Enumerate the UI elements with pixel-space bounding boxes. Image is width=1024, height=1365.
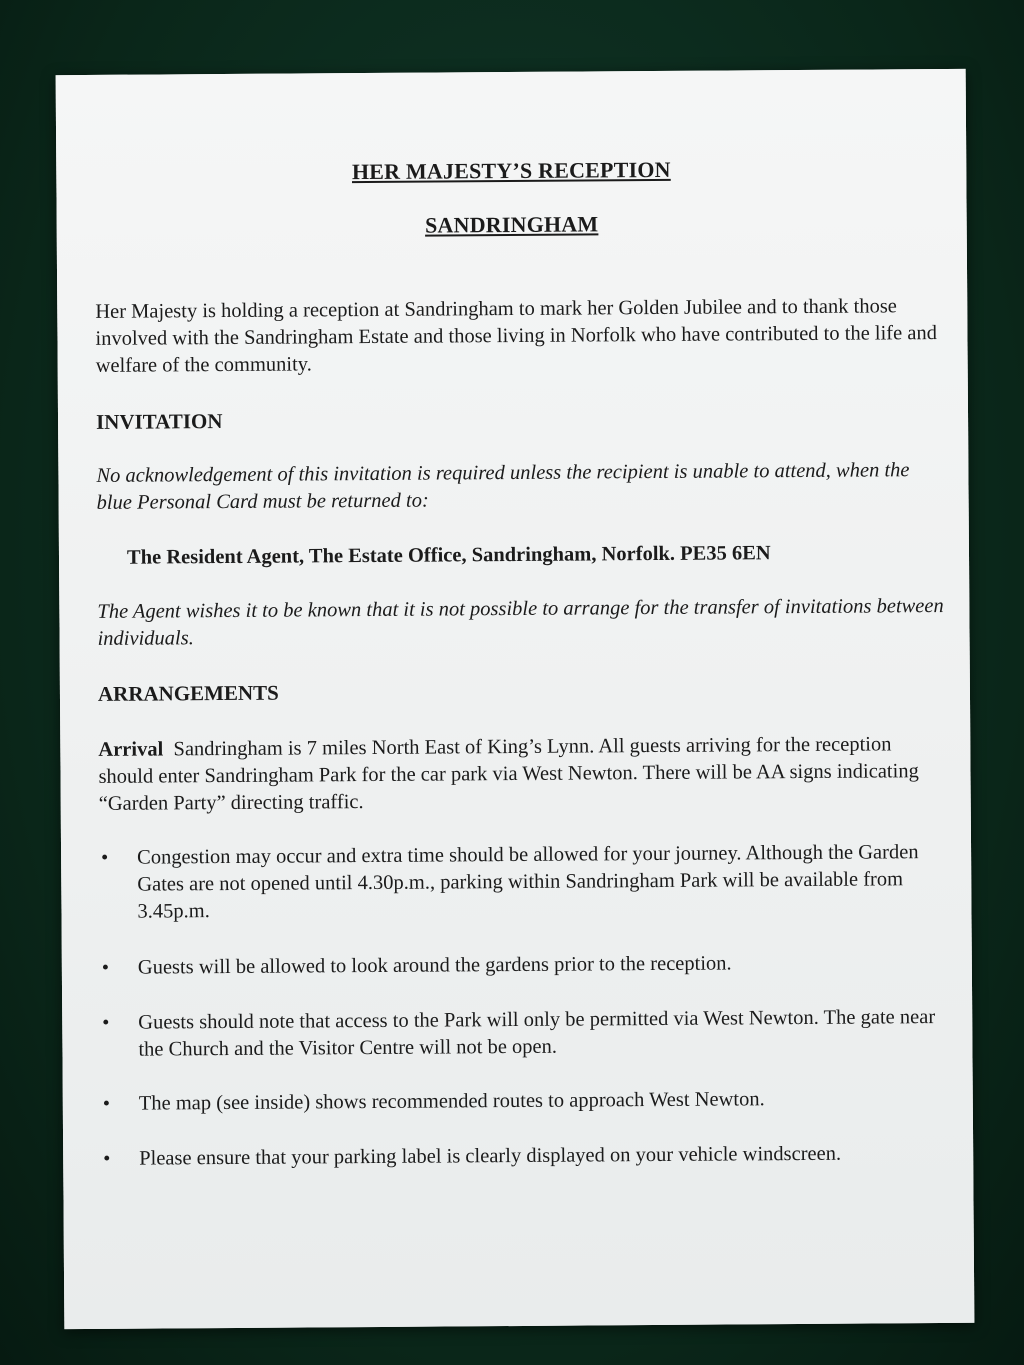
list-item [100, 1004, 950, 1061]
transfer-note: The Agent wishes it to be known that it is not possible to arrange for the transfer of invitations between individuals. [97, 595, 944, 650]
list-item-text: Congestion may occur and extra time should be allowed for your journey. Although the Garden Gates are not opened until 4.30p.m., parking within Sandringham Park will be available from 3.45p.m. [137, 841, 919, 923]
bullet-icon: • [102, 1092, 111, 1115]
list-item-text: The map (see inside) shows recommended routes to approach West Newton. [138, 1088, 765, 1115]
list-item-text: Please ensure that your parking label is clearly displayed on your vehicle windscreen. [139, 1142, 842, 1170]
invitation-note: No acknowledgement of this invitation is required unless the recipient is unable to attend, when the blue Personal Card must be returned to: [96, 459, 910, 514]
arrival-text: Sandringham is 7 miles North East of King’s Lynn. All guests arriving for the reception should enter Sandringham Park for the car park via West Newton. There will be AA signs indicating “Garden Party” directing traffic. [98, 733, 919, 815]
bullet-icon: • [101, 956, 110, 979]
invitation-heading: INVITATION [95, 409, 223, 434]
bullet-icon: • [103, 1147, 111, 1170]
list-item [101, 1085, 951, 1115]
arrival-paragraph [98, 731, 949, 818]
return-address: The Resident Agent, The Estate Office, Sandringham, Norfolk. PE35 6EN [126, 542, 771, 569]
document-title: HER MAJESTY’S RECEPTION [351, 156, 671, 185]
document-sheet [56, 69, 975, 1329]
list-item [100, 949, 950, 979]
arrival-label: Arrival [98, 738, 164, 761]
bullet-icon: • [102, 1011, 110, 1034]
document-content [94, 69, 944, 1170]
list-item [99, 839, 949, 923]
list-item-text: Guests should note that access to the Park will only be permitted via West Newton. The gate near the Church and the Visitor Centre will not be open. [138, 1006, 936, 1061]
list-item [101, 1140, 951, 1170]
intro-paragraph: Her Majesty is holding a reception at Sandringham to mark her Golden Jubilee and to thank those involved with the Sandringham Estate and those living in Norfolk who have contributed to the life and welfare of the community. [95, 295, 938, 377]
arrangements-heading: ARRANGEMENTS [97, 680, 279, 706]
document-subtitle: SANDRINGHAM [424, 211, 599, 238]
list-item-text: Guests will be allowed to look around the gardens prior to the reception. [137, 952, 732, 979]
bullet-icon: • [101, 846, 109, 869]
